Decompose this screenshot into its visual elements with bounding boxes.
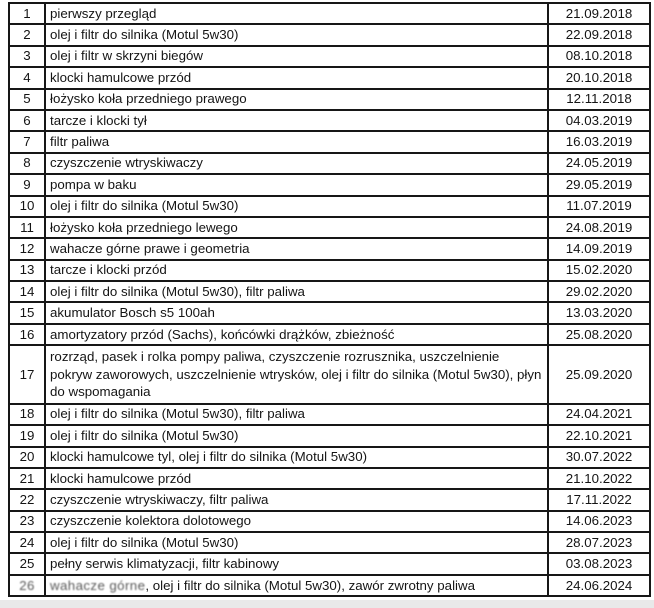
- service-date-cell: 24.06.2024: [548, 575, 650, 596]
- service-description-cell: olej i filtr w skrzyni biegów: [45, 46, 548, 67]
- service-date-cell: 08.10.2018: [548, 46, 650, 67]
- row-number-cell: 22: [9, 489, 45, 510]
- row-number-cell: 10: [9, 196, 45, 217]
- table-row: [9, 217, 650, 238]
- service-date-cell: 24.08.2019: [548, 217, 650, 238]
- service-date-cell: 24.05.2019: [548, 153, 650, 174]
- service-description-cell: pełny serwis klimatyzacji, filtr kabinowy: [45, 553, 548, 574]
- row-number-cell: 16: [9, 324, 45, 345]
- table-row: [9, 110, 650, 131]
- row-number-cell: 20: [9, 447, 45, 468]
- table-row: [9, 238, 650, 259]
- service-description-cell: klocki hamulcowe przód: [45, 468, 548, 489]
- table-row: [9, 153, 650, 174]
- row-number-cell: 12: [9, 238, 45, 259]
- row-number-cell: 26: [9, 575, 45, 596]
- table-row: [9, 260, 650, 281]
- row-number-cell: 8: [9, 153, 45, 174]
- table-row: [9, 302, 650, 323]
- table-row: [9, 46, 650, 67]
- service-date-cell: 11.07.2019: [548, 196, 650, 217]
- service-description-cell: czyszczenie wtryskiwaczy, filtr paliwa: [45, 489, 548, 510]
- table-row: [9, 67, 650, 88]
- smudged-text: wahacze górne: [50, 577, 146, 593]
- service-date-cell: 04.03.2019: [548, 110, 650, 131]
- service-description-cell: klocki hamulcowe tyl, olej i filtr do silnika (Motul 5w30): [45, 447, 548, 468]
- service-description-cell: pierwszy przegląd: [45, 3, 548, 24]
- row-number-cell: 11: [9, 217, 45, 238]
- row-number-cell: 9: [9, 174, 45, 195]
- service-description-cell: czyszczenie kolektora dolotowego: [45, 511, 548, 532]
- service-description-cell: tarcze i klocki przód: [45, 260, 548, 281]
- service-description-cell: olej i filtr do silnika (Motul 5w30): [45, 24, 548, 45]
- service-date-cell: 25.09.2020: [548, 345, 650, 404]
- service-date-cell: 24.04.2021: [548, 404, 650, 425]
- service-date-cell: 29.02.2020: [548, 281, 650, 302]
- table-row: [9, 575, 650, 596]
- table-row: [9, 174, 650, 195]
- row-number-cell: 21: [9, 468, 45, 489]
- service-description-cell: olej i filtr do silnika (Motul 5w30), filtr paliwa: [45, 281, 548, 302]
- service-date-cell: 22.09.2018: [548, 24, 650, 45]
- service-description-text: , olej i filtr do silnika (Motul 5w30), zawór zwrotny paliwa: [145, 577, 475, 593]
- service-description-cell: olej i filtr do silnika (Motul 5w30), filtr paliwa: [45, 404, 548, 425]
- row-number-cell: 18: [9, 404, 45, 425]
- service-date-cell: 16.03.2019: [548, 131, 650, 152]
- row-number-cell: 1: [9, 3, 45, 24]
- row-number-cell: 6: [9, 110, 45, 131]
- row-number-cell: 25: [9, 553, 45, 574]
- service-description-cell: czyszczenie wtryskiwaczy: [45, 153, 548, 174]
- table-row: [9, 553, 650, 574]
- row-number-cell: 14: [9, 281, 45, 302]
- row-number-cell: 23: [9, 511, 45, 532]
- table-row: [9, 3, 650, 24]
- service-date-cell: 21.09.2018: [548, 3, 650, 24]
- service-description-cell: łożysko koła przedniego lewego: [45, 217, 548, 238]
- row-number-cell: 7: [9, 131, 45, 152]
- service-description-cell: klocki hamulcowe przód: [45, 67, 548, 88]
- row-number-cell: 4: [9, 67, 45, 88]
- table-row: [9, 24, 650, 45]
- service-description-cell: akumulator Bosch s5 100ah: [45, 302, 548, 323]
- service-description-cell: pompa w baku: [45, 174, 548, 195]
- service-date-cell: 29.05.2019: [548, 174, 650, 195]
- row-number-cell: 15: [9, 302, 45, 323]
- service-date-cell: 15.02.2020: [548, 260, 650, 281]
- service-date-cell: 17.11.2022: [548, 489, 650, 510]
- service-date-cell: 14.09.2019: [548, 238, 650, 259]
- row-number-cell: 13: [9, 260, 45, 281]
- service-description-cell: rozrząd, pasek i rolka pompy paliwa, czyszczenie rozrusznika, uszczelnienie pokryw zaworowych, uszczelnienie wtrysków, olej i filtr do silnika (Motul 5w30), płyn do wspomagania: [45, 345, 548, 404]
- table-row: [9, 131, 650, 152]
- row-number-cell: 24: [9, 532, 45, 553]
- service-description-cell: amortyzatory przód (Sachs), końcówki drążków, zbieżność: [45, 324, 548, 345]
- service-date-cell: 03.08.2023: [548, 553, 650, 574]
- table-row: [9, 425, 650, 446]
- service-date-cell: 21.10.2022: [548, 468, 650, 489]
- table-row: [9, 196, 650, 217]
- service-date-cell: 20.10.2018: [548, 67, 650, 88]
- service-description-cell: wahacze górne prawe i geometria: [45, 238, 548, 259]
- row-number-cell: 17: [9, 345, 45, 404]
- row-number-cell: 5: [9, 89, 45, 110]
- service-description-cell: olej i filtr do silnika (Motul 5w30): [45, 425, 548, 446]
- table-row: [9, 281, 650, 302]
- table-row: [9, 404, 650, 425]
- service-date-cell: 28.07.2023: [548, 532, 650, 553]
- service-date-cell: 25.08.2020: [548, 324, 650, 345]
- table-row: [9, 468, 650, 489]
- table-row: [9, 511, 650, 532]
- row-number-cell: 19: [9, 425, 45, 446]
- table-row: [9, 532, 650, 553]
- service-date-cell: 12.11.2018: [548, 89, 650, 110]
- table-row: [9, 324, 650, 345]
- table-row: [9, 489, 650, 510]
- service-date-cell: 30.07.2022: [548, 447, 650, 468]
- service-description-cell: łożysko koła przedniego prawego: [45, 89, 548, 110]
- service-date-cell: 22.10.2021: [548, 425, 650, 446]
- row-number-cell: 3: [9, 46, 45, 67]
- row-number-cell: 2: [9, 24, 45, 45]
- table-row: [9, 345, 650, 404]
- bottom-strip: [0, 600, 654, 608]
- service-description-cell: filtr paliwa: [45, 131, 548, 152]
- service-date-cell: 14.06.2023: [548, 511, 650, 532]
- service-date-cell: 13.03.2020: [548, 302, 650, 323]
- table-row: [9, 447, 650, 468]
- table-body: [9, 3, 650, 596]
- service-description-cell: olej i filtr do silnika (Motul 5w30): [45, 196, 548, 217]
- service-description-cell: olej i filtr do silnika (Motul 5w30): [45, 532, 548, 553]
- service-description-cell: [45, 575, 548, 596]
- table-row: [9, 89, 650, 110]
- service-description-cell: tarcze i klocki tył: [45, 110, 548, 131]
- service-history-table: [8, 2, 651, 597]
